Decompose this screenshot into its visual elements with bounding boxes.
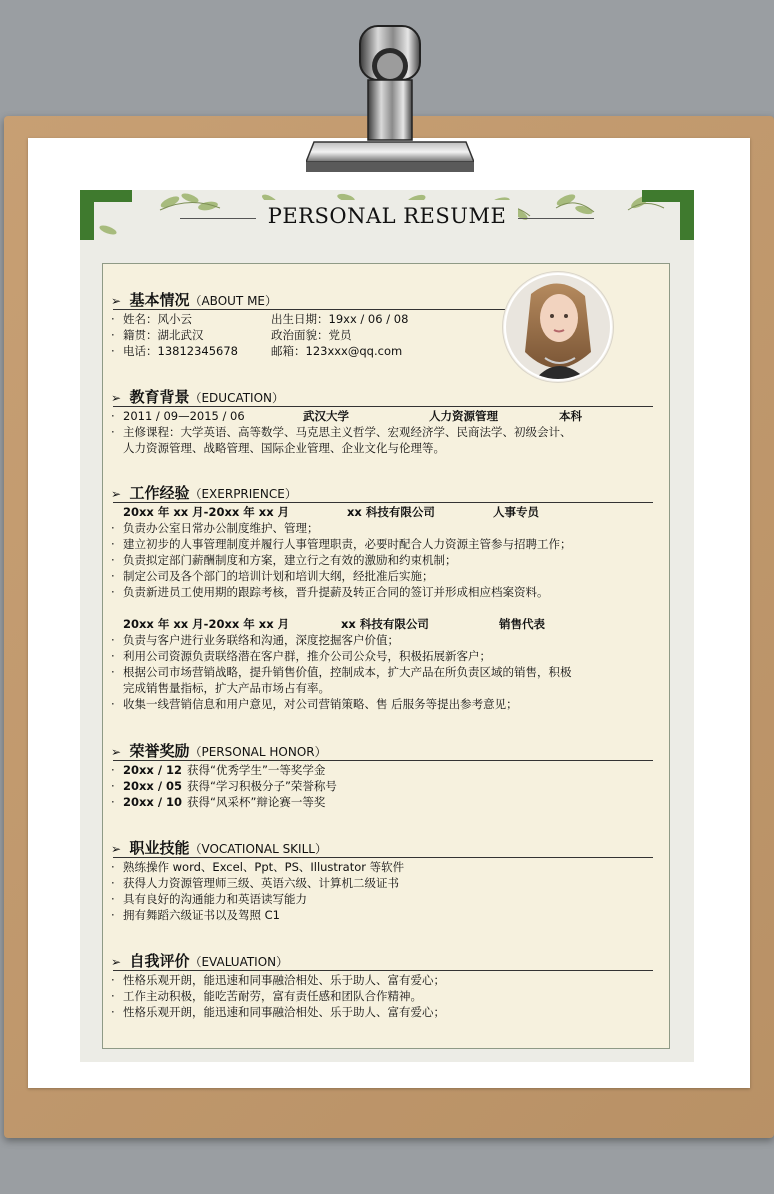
heading-cn: 荣誉奖励 — [129, 742, 190, 760]
info-left: 电话：13812345678 — [123, 344, 238, 358]
skill-text: 具有良好的沟通能力和英语读写能力 — [123, 892, 307, 906]
job-period: 20xx 年 xx 月-20xx 年 xx 月 — [123, 617, 290, 631]
edu-major: 人力资源管理 — [429, 409, 498, 423]
heading-cn: 工作经验 — [129, 484, 190, 502]
job-duty: · 根据公司市场营销战略，提升销售价值，控制成本，扩大产品在所负责区域的销售，积极 — [111, 665, 572, 679]
info-row: · 电话：13812345678 邮箱：123xxx@qq.com — [111, 344, 403, 358]
duty-text: 建立初步的人事管理制度并履行人事管理职责，必要时配合人力资源主管参与招聘工作； — [123, 537, 572, 551]
honor-text: 获得“学习积极分子”荣誉称号 — [187, 779, 337, 793]
job-duty: · 负责办公室日常办公制度维护、管理； — [111, 521, 319, 535]
skill-text: 获得人力资源管理师三级、英语六级、计算机二级证书 — [123, 876, 399, 890]
job-duty: · 建立初步的人事管理制度并履行人事管理职责，必要时配合人力资源主管参与招聘工作； — [111, 537, 572, 551]
arrow-right-icon: ➢ — [111, 955, 122, 969]
section-heading — [103, 837, 669, 859]
edu-school: 武汉大学 — [303, 409, 349, 423]
heading-en: （ABOUT ME） — [189, 294, 278, 308]
duty-text: 收集一线营销信息和用户意见，对公司营销策略、售 后服务等提出参考意见； — [123, 697, 518, 711]
job-duty: · 利用公司资源负责联络潜在客户群，推介公司公众号，积极拓展新客户； — [111, 649, 491, 663]
job-duty: · 负责与客户进行业务联络和沟通，深度挖掘客户价值； — [111, 633, 399, 647]
page-title: PERSONAL RESUME — [267, 204, 507, 228]
arrow-right-icon: ➢ — [111, 487, 122, 501]
duty-text: 负责与客户进行业务联络和沟通，深度挖掘客户价值； — [123, 633, 399, 647]
honor-date: 20xx / 10 — [123, 795, 183, 809]
heading-cn: 教育背景 — [129, 388, 190, 406]
job-position: 人事专员 — [493, 505, 539, 519]
education-courses — [103, 440, 669, 456]
skill-item: · 熟练操作 word、Excel、Ppt、PS、Illustrator 等软件 — [111, 860, 405, 874]
job-header — [103, 616, 669, 632]
honor-date: 20xx / 05 — [123, 779, 183, 793]
courses-line: 主修课程：大学英语、高等数学、马克思主义哲学、宏观经济学、民商法学、初级会计、 — [123, 425, 572, 439]
section-rule — [113, 857, 653, 858]
heading-en: （EXERPRIENCE） — [189, 487, 297, 501]
heading-en: （EDUCATION） — [189, 391, 285, 405]
job-period: 20xx 年 xx 月-20xx 年 xx 月 — [123, 505, 290, 519]
education-row: · 2011 / 09—2015 / 06 武汉大学 人力资源管理 本科 — [111, 409, 582, 423]
education-courses: · 主修课程：大学英语、高等数学、马克思主义哲学、宏观经济学、民商法学、初级会计、 — [111, 425, 572, 439]
duty-text: 制定公司及各个部门的培训计划和培训大纲，经批准后实施； — [123, 569, 434, 583]
skill-item: · 具有良好的沟通能力和英语读写能力 — [111, 892, 307, 906]
arrow-right-icon: ➢ — [111, 294, 122, 308]
duty-text: 负责新进员工使用期的跟踪考核，晋升提薪及转正合同的签订并形成相应档案资料。 — [123, 585, 549, 599]
section-education — [103, 386, 669, 456]
job-duty: · 负责新进员工使用期的跟踪考核，晋升提薪及转正合同的签订并形成相应档案资料。 — [111, 585, 549, 599]
info-right: 政治面貌：党员 — [271, 328, 352, 342]
section-heading — [103, 386, 669, 408]
evaluation-item: · 工作主动积极，能吃苦耐劳，富有责任感和团队合作精神。 — [111, 989, 422, 1003]
heading-cn: 职业技能 — [129, 839, 190, 857]
section-heading — [103, 482, 669, 504]
info-left: 姓名：风小云 — [123, 312, 192, 326]
skill-text: 熟练操作 word、Excel、Ppt、PS、Illustrator 等软件 — [123, 860, 405, 874]
job-duty: · 制定公司及各个部门的培训计划和培训大纲，经批准后实施； — [111, 569, 434, 583]
section-experience — [103, 482, 669, 712]
heading-en: （PERSONAL HONOR） — [189, 745, 327, 759]
info-right: 邮箱：123xxx@qq.com — [271, 344, 403, 358]
duty-text: 负责办公室日常办公制度维护、管理； — [123, 521, 319, 535]
skill-item: · 获得人力资源管理师三级、英语六级、计算机二级证书 — [111, 876, 399, 890]
edu-period: 2011 / 09—2015 / 06 — [123, 409, 245, 423]
job-duty: · 负责拟定部门薪酬制度和方案，建立行之有效的激励和约束机制； — [111, 553, 457, 567]
honor-item: · 20xx / 12 获得“优秀学生”一等奖学金 — [111, 763, 326, 777]
profile-photo — [503, 272, 613, 382]
evaluation-text: 性格乐观开朗，能迅速和同事融洽相处、乐于助人、富有爱心； — [123, 973, 445, 987]
section-evaluation — [103, 950, 669, 1020]
duty-text: 完成销售量指标，扩大产品市场占有率。 — [123, 681, 330, 695]
evaluation-text: 性格乐观开朗，能迅速和同事融洽相处、乐于助人、富有爱心； — [123, 1005, 445, 1019]
skill-item: · 拥有舞蹈六级证书以及驾照 C1 — [111, 908, 281, 922]
duty-text: 利用公司资源负责联络潜在客户群，推介公司公众号，积极拓展新客户； — [123, 649, 491, 663]
arrow-right-icon: ➢ — [111, 745, 122, 759]
section-rule — [113, 760, 653, 761]
honor-text: 获得“优秀学生”一等奖学金 — [187, 763, 326, 777]
job-header — [103, 504, 669, 520]
honor-text: 获得“风采杯”辩论赛一等奖 — [187, 795, 326, 809]
evaluation-text: 工作主动积极，能吃苦耐劳，富有责任感和团队合作精神。 — [123, 989, 422, 1003]
job-company: xx 科技有限公司 — [341, 617, 429, 631]
resume-content-panel — [102, 263, 670, 1049]
heading-cn: 基本情况 — [129, 291, 190, 309]
section-rule — [113, 309, 513, 310]
info-right: 出生日期：19xx / 06 / 08 — [271, 312, 409, 326]
duty-text: 根据公司市场营销战略，提升销售价值，控制成本，扩大产品在所负责区域的销售，积极 — [123, 665, 572, 679]
section-honor — [103, 740, 669, 810]
job-company: xx 科技有限公司 — [347, 505, 435, 519]
honor-item: · 20xx / 05 获得“学习积极分子”荣誉称号 — [111, 779, 337, 793]
heading-en: （VOCATIONAL SKILL） — [189, 842, 327, 856]
info-row: · 姓名：风小云 出生日期：19xx / 06 / 08 — [111, 312, 409, 326]
arrow-right-icon: ➢ — [111, 842, 122, 856]
honor-date: 20xx / 12 — [123, 763, 183, 777]
resume-page — [80, 190, 694, 1062]
section-heading — [103, 740, 669, 762]
honor-item: · 20xx / 10 获得“风采杯”辩论赛一等奖 — [111, 795, 326, 809]
skill-text: 拥有舞蹈六级证书以及驾照 C1 — [123, 908, 281, 922]
duty-text: 负责拟定部门薪酬制度和方案，建立行之有效的激励和约束机制； — [123, 553, 457, 567]
section-rule — [113, 502, 653, 503]
heading-cn: 自我评价 — [129, 952, 190, 970]
heading-en: （EVALUATION） — [189, 955, 289, 969]
section-heading — [103, 950, 669, 972]
arrow-right-icon: ➢ — [111, 391, 122, 405]
edu-degree: 本科 — [559, 409, 582, 423]
courses-line: 人力资源管理、战略管理、国际企业管理、企业文化与伦理等。 — [123, 441, 445, 455]
evaluation-item: · 性格乐观开朗，能迅速和同事融洽相处、乐于助人、富有爱心； — [111, 973, 445, 987]
job-duty: · 收集一线营销信息和用户意见，对公司营销策略、售 后服务等提出参考意见； — [111, 697, 518, 711]
evaluation-item: · 性格乐观开朗，能迅速和同事融洽相处、乐于助人、富有爱心； — [111, 1005, 445, 1019]
job-position: 销售代表 — [499, 617, 545, 631]
section-skills — [103, 837, 669, 923]
info-left: 籍贯：湖北武汉 — [123, 328, 204, 342]
section-rule — [113, 406, 653, 407]
info-row: · 籍贯：湖北武汉 政治面貌：党员 — [111, 328, 352, 342]
section-rule — [113, 970, 653, 971]
binder-clip-icon — [306, 22, 474, 176]
job-duty — [103, 680, 669, 696]
